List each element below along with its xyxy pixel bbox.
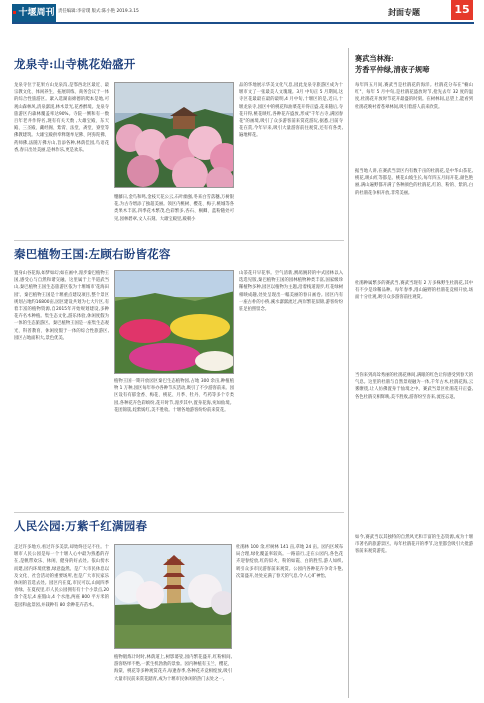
sidebar-headline-line1: 赛武当林海: [355,54,394,63]
article-divider [14,240,344,241]
logo-text: 十堰周刊 [18,8,55,18]
article-3-col1: 走过许多地方,看过许多美景,却始终还记不住。十堰市人民公园是每一个十堰人心中最为熟悉的存在,是帆带欢乐、休闲、健身的好去处。依山傍水而建,园内环境优雅,绿意盎然。是广大市民休息以及文化、社会活动的重要场所,也是广大市民家乐休闲的首选去处。园区内在夏,市民可以,山间四季青绿。在夏夜里,市人民公园拥有有十个小景点,20 余个花坛,4 座假山,4 个水池,两座 800 平方米的花园和盆景园,并栽种有 80 余种花卉苗木。 [14,545,109,608]
article-2-col1: 置身山谷花海,如梦如幻;如在画中,漫步秦巴植物王国,感受心与自然和谐交融。这里属于上半道武当山,秦巴植物王国生态旅游区依为十堰城市'花海田园'。秦巴植物王国是十堰重点建设项目,整个景区规划占地约16800亩,园区建设共划为七大片区,有着丰富的植物资源,自2015年开始规划建设,多种花卉名木种植。集生态文化,游乐体验,休闲度假为一体的生态旅游区。秦巴植物王国是一座集生态观光、科普教育、休闲度假于一体的综合性旅游区,园区占地面积大,景色优美。 [14,271,109,341]
sidebar-paragraph-5: 如今,赛武当以其独特的自然风光和丰富的生态资源,成为十堰市著名的旅游景区。每年杜鹃花开的季节,这里都会吸引大批游客前来观赏游览。 [355,535,473,555]
page-number: 15 [451,0,473,20]
sidebar-headline-line2: 芳香平仲绿,清夜子规啼 [355,65,430,74]
article-divider [14,512,344,513]
header-rule [12,22,474,24]
article-3-col2: 植物锻炼计时时,林荫道上,树影婆娑,园内繁花盛开,红粉相间,游客络绎不绝,一派生机勃勃的景象。园内种植有玉兰、樱花、海棠、桃花等多种观赏花卉,每逢春季,各种花卉竞相绽放,吸引大量市民前来赏花踏青,成为十堰市民休闲的热门去处之一。 [114,655,232,682]
article-2-headline: 秦巴植物王国:左顾右盼皆花容 [14,247,171,261]
section-title: 封面专题 [388,8,420,17]
publication-logo [12,4,56,22]
article-1-col3: 品的华地展示华美文化气息,园此龙泉寺旅游区成为十堰市文了一张最美人文瑰瑰。3月 中旬正 5 月期间,这寺区花最最在最的最明,4 月中旬,十堰区的是,近日,十堰龙泉寺,园区中的桃花和油菜花开得正盛,花来随后,寺花开得,桃花映红,各种花卉盛放,形成"千年古寺,满园春花"的画境,吸引了众多游客前来赏花游玩,据悉,目前寺花在赏,今年早来,吸引大量游客前往观赏,还有有各类,遍地鲜花。 [239,83,343,139]
sidebar-paragraph-1: 每年四五月间,赛武当是杜鹃花的海洋。杜鹃花分布在"楠山红"、每年 5 月中旬,是杜鹃花盛放时节,抢先去年 32 度的温度,杜鹃花开放时节花开最盛的时刻。在树林间,总望上,能看到杜鹃花映衬着苍翠林间,吸引着游人前来欣赏。 [355,83,473,110]
sidebar-column [355,48,474,698]
article-1-col2: 绷藤日,金鸟和鸣,金枝天花公云,石叶幽强,冬来白雪落穗,万树银花,为古寺增添了独超美丽。领区内桃树、樱花、梅子,桃城等各类果木丰富,四季花木繁茂,色彩繁多,杏石、桐卿、蓝粉随处可见,园林碧翠,文人石刻。大雄宝殿里,殿朝小 [114,195,234,222]
column-divider [348,48,349,698]
sidebar-paragraph-3: 杜鹃种属繁多的赛武当,赛武当现有 2 万多株野生杜鹃花,其中有不少是珍稀品种。每年春季,漫山遍野的杜鹃花竞相开放,场面十分壮观,吸引众多游客前往观赏。 [355,281,473,301]
logo-mark-icon [13,11,16,14]
sidebar-paragraph-2: 据当地人讲,在赛武当景区内有数千亩的杜鹃花,是中华山茶花,桃花,映山红等都是。桃花山坡生长,每年四五月间开花,颜色艳丽,满山遍野都开满了各种颜色的杜鹃花,红的、粉的、紫的,白的杜鹃花争相开放,非常美丽。 [355,169,473,196]
editor-credits: 责任编辑:李帝璞 版式:陈小艳 2019.3.15 [58,9,139,14]
article-1-headline: 龙泉寺:山寺桃花始盛开 [14,57,136,71]
article-3-col3: 杜鹃林 100 余,杉树林 141 亩,草地 24 亩。园内区域布局合理,绿化覆盖率较高。一路前行,走在公园内,各色花卉迎春绽放,红的似火、粉的如霞、白的胜雪,游人如织,吸引众多市民游客前来观赏。公园内各种花卉争奇斗艳,次第盛开,处处充满了春天的气息,令人心旷神怡。 [236,545,343,579]
main-column [14,48,344,698]
botanical-garden-flowers-image [115,271,234,374]
article-3-photo [114,544,232,649]
article-1-col1: 龙泉寺位于花果方山龙泉沟,是鄂西北区最近、最宗教文化、体闲养生、拓展训练、商务会议于一体的综合性旅游区。紧入选湖南绵德的爬本是地,可观山森林风,清泉潺湲,林木景光,花香醉境。龙泉寺旅游区内森林覆盖率达90%。寺院一侧和有一数百年老井作得名,现有有关天数 ,大雄宝殿、东天殿、三圣殿、藏经阁、紫霄、法堂、斋堂、寮堂等佛教建筑。大雄宝殿供奉释迦牟尼佛、阿弥陀佛、药师佛,法随万佛方山,旨添各种,林荫佳园,鸟语花香,春日出处美丽,是林作乐,更是欢乐。 [14,83,109,153]
sidebar-paragraph-4: 当你来到高耸秀丽的杜鹃花林间,满眼的红色让你感受到春天的气息。这里的杜鹃与自然景观融为一体,千年古木,杜鹃花海,云雾缭绕,让人仿佛置身于仙境之中。赛武当景区杜鹃花开正盛,各色杜鹃交相辉映,美不胜收,游客纷至沓来,流连忘返。 [355,373,473,400]
article-2-photo [114,270,234,374]
page-header [0,0,484,27]
article-2-col3: 山茶花开早花事。空气清新,鹧鸪婉转的中式园林以入选选见版,秦巴植物王国的园林植物种类丰富,国家级珍稀植物多种,园区以植物为主题,沿着栈道漫步,红花绿树相映成趣,处处呈现出一幅美丽的春日画卷。园区内有一座古朴的小桥,溪水潺潺流过,两岸繁花似锦,游客纷纷驻足拍照留念。 [239,271,343,313]
article-1-photo [114,82,234,188]
peoples-park-pagoda-image [115,545,232,649]
article-2-col2: 植物王国一期开放园区秦巴生态植物园,占地 300 余亩,种植植物 1 万种,园区每年举办各种节庆活动,吸引了不少游客前来。园区设有有郁金香、梅花、桃花、月季、牡丹、芍药等多个专类园,各种花卉色彩缤纷,花开时节,漫步其中,置身花海,宛如仙境。花团锦簇,姹紫嫣红,美不胜收。十堰各地游客纷纷前来赏花。 [114,379,234,413]
peach-blossom-temple-image [115,83,234,188]
sidebar-headline [355,53,429,75]
article-3-headline: 人民公园:万紫千红满园春 [14,519,148,533]
